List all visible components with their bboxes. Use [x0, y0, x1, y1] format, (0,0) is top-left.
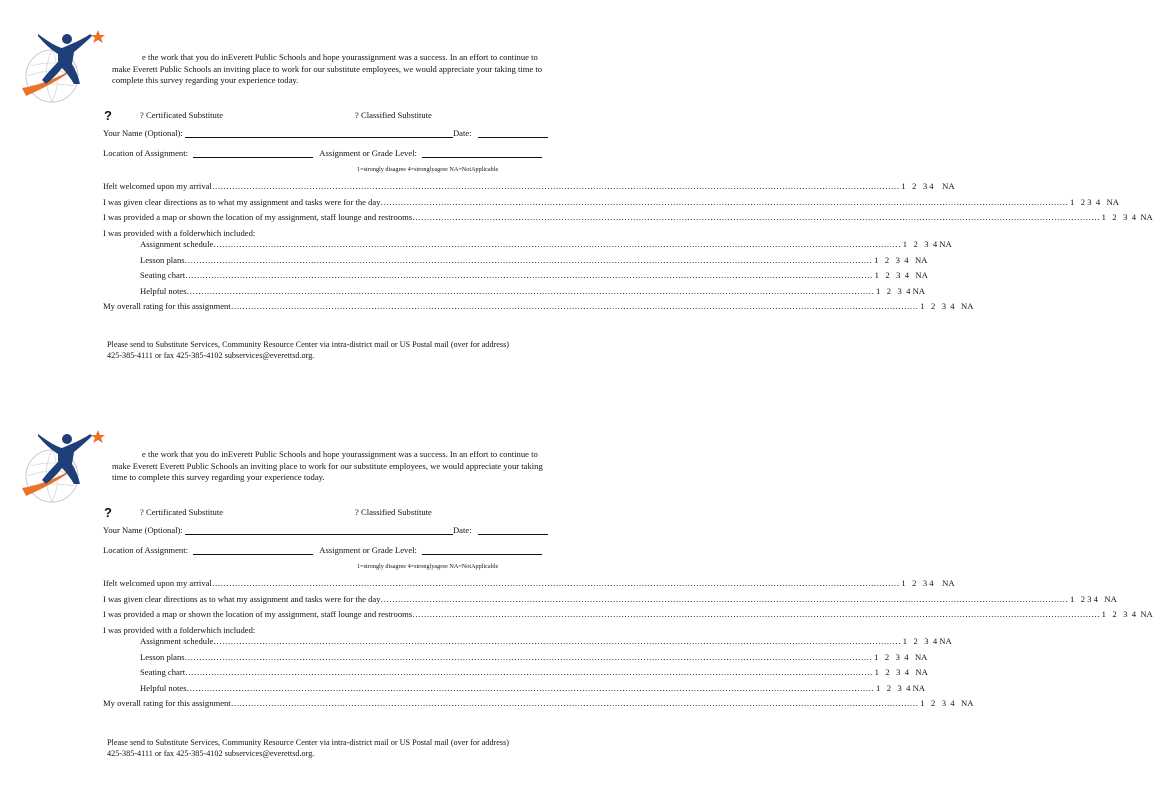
question-label: I was provided a map or shown the location of my assignment, staff lounge and restrooms	[103, 609, 413, 619]
dot-leader: ……………………………………………………………………………………………………………………………………………………………………………………………………………………	[185, 667, 873, 677]
grade-label: Assignment or Grade Level:	[319, 545, 417, 555]
rating-options[interactable]: 1 2 3 4 NA	[876, 682, 925, 693]
question-row	[140, 667, 928, 677]
question-row	[103, 301, 974, 311]
question-label: Assignment schedule	[140, 239, 214, 249]
dot-leader: ……………………………………………………………………………………………………………………………………………………………………………………………………………………	[412, 212, 1100, 222]
dot-leader: ……………………………………………………………………………………………………………………………………………………………………………………………………………………	[213, 239, 901, 249]
question-label: I was provided a map or shown the location of my assignment, staff lounge and restrooms	[103, 212, 413, 222]
dot-leader: ……………………………………………………………………………………………………………………………………………………………………………………………………………………	[211, 181, 900, 191]
grade-field[interactable]	[422, 545, 542, 555]
rating-options[interactable]: 1 2 3 4 NA	[1070, 196, 1119, 207]
option-classified[interactable]: ? Classified Substitute	[355, 110, 432, 120]
option-certificated[interactable]: ? Certificated Substitute	[140, 507, 224, 517]
footer-line-2: 425-385-4111 or fax 425-385-4102 subservices@everettsd.org.	[107, 350, 315, 360]
question-label: Lesson plans	[140, 651, 185, 662]
question-label: Lesson plans	[140, 254, 185, 265]
question-label: Helpful notes	[140, 682, 187, 693]
question-row	[103, 578, 955, 588]
question-label: I was provided with a folderwhich included:	[103, 227, 256, 238]
date-label: Date:	[452, 128, 472, 138]
footer-line-1: Please send to Substitute Services, Community Resource Center via intra-district mail or US Postal mail (over for address)	[107, 738, 510, 747]
rating-options[interactable]: 1 2 3 4 NA	[920, 698, 974, 708]
location-label: Location of Assignment:	[103, 148, 188, 158]
rating-options[interactable]: 1 2 3 4 NA	[874, 651, 928, 662]
date-field[interactable]	[478, 525, 548, 535]
question-row	[140, 651, 928, 662]
dot-leader: ……………………………………………………………………………………………………………………………………………………………………………………………………………………	[213, 636, 901, 646]
location-label: Location of Assignment:	[103, 545, 188, 555]
question-row	[140, 239, 952, 249]
question-label: I was given clear directions as to what my assignment and tasks were for the day	[103, 593, 381, 604]
dot-leader: ……………………………………………………………………………………………………………………………………………………………………………………………………………………	[412, 609, 1100, 619]
location-field[interactable]	[193, 545, 313, 555]
rating-options[interactable]: 1 2 3 4 NA	[1101, 609, 1153, 619]
dot-leader: ……………………………………………………………………………………………………………………………………………………………………………………………………………………	[186, 285, 875, 296]
rating-options[interactable]: 1 2 3 4 NA	[874, 667, 928, 677]
question-row	[103, 181, 955, 191]
rating-options[interactable]: 1 2 3 4 NA	[901, 578, 955, 588]
date-field[interactable]	[478, 128, 548, 138]
question-label: Ifelt welcomed upon my arrival	[103, 181, 212, 191]
rating-options[interactable]: 1 2 3 4 NA	[901, 181, 955, 191]
footer-instructions	[107, 738, 567, 759]
checkbox-icon[interactable]: ?	[104, 505, 112, 520]
rating-options[interactable]: 1 2 3 4 NA	[874, 254, 928, 265]
survey-form	[0, 400, 1153, 800]
grade-field[interactable]	[422, 148, 542, 158]
logo-icon	[18, 426, 106, 508]
name-field[interactable]	[185, 525, 453, 535]
footer-instructions	[107, 340, 567, 361]
question-row	[103, 609, 1153, 619]
question-label: Seating chart	[140, 270, 186, 280]
option-certificated[interactable]: ? Certificated Substitute	[140, 110, 224, 120]
dot-leader: ……………………………………………………………………………………………………………………………………………………………………………………………………………………	[211, 578, 900, 588]
question-label: I was provided with a folderwhich included:	[103, 624, 256, 635]
question-row	[103, 212, 1153, 222]
rating-scale-legend: 1=strongly disagree 4=stronglyagree NA=NotApplicable	[357, 166, 499, 173]
name-label: Your Name (Optional):	[103, 128, 183, 138]
question-row	[140, 270, 928, 280]
checkbox-icon[interactable]: ?	[104, 108, 112, 123]
rating-options[interactable]: 1 2 3 4 NA	[902, 636, 952, 646]
date-label: Date:	[452, 525, 472, 535]
question-row	[103, 698, 974, 708]
footer-line-1: Please send to Substitute Services, Community Resource Center via intra-district mail or US Postal mail (over for address)	[107, 340, 510, 349]
rating-options[interactable]: 1 2 3 4 NA	[876, 285, 925, 296]
intro-paragraph: e the work that you do inEverett Public Schools and hope yourassignment was a success. In an effort to continue to make Everett Public Schools an inviting place to work for our substitute employees, we would appreciate your taking time to complete this survey regarding your experience today.	[112, 52, 543, 85]
dot-leader: ……………………………………………………………………………………………………………………………………………………………………………………………………………………	[230, 698, 919, 708]
question-row	[103, 593, 1117, 604]
option-classified[interactable]: ? Classified Substitute	[355, 507, 432, 517]
question-label: Helpful notes	[140, 285, 187, 296]
dot-leader: ……………………………………………………………………………………………………………………………………………………………………………………………………………………	[380, 593, 1069, 604]
question-label: Assignment schedule	[140, 636, 214, 646]
question-row	[140, 285, 925, 296]
rating-options[interactable]: 1 2 3 4 NA	[920, 301, 974, 311]
rating-options[interactable]: 1 2 3 4 NA	[1101, 212, 1153, 222]
rating-scale-legend: 1=strongly disagree 4=stronglyagree NA=NotApplicable	[357, 563, 499, 570]
question-label: Ifelt welcomed upon my arrival	[103, 578, 212, 588]
question-row	[103, 196, 1119, 207]
question-row	[140, 636, 952, 646]
footer-line-2: 425-385-4111 or fax 425-385-4102 subservices@everettsd.org.	[107, 748, 315, 758]
question-row	[140, 254, 928, 265]
question-header	[103, 625, 403, 635]
question-label: My overall rating for this assignment	[103, 301, 231, 311]
grade-label: Assignment or Grade Level:	[319, 148, 417, 158]
question-row	[140, 682, 925, 693]
rating-options[interactable]: 1 2 3 4 NA	[902, 239, 952, 249]
dot-leader: ……………………………………………………………………………………………………………………………………………………………………………………………………………………	[380, 196, 1069, 207]
question-label: I was given clear directions as to what my assignment and tasks were for the day	[103, 196, 381, 207]
dot-leader: ……………………………………………………………………………………………………………………………………………………………………………………………………………………	[230, 301, 919, 311]
rating-options[interactable]: 1 2 3 4 NA	[874, 270, 928, 280]
dot-leader: ……………………………………………………………………………………………………………………………………………………………………………………………………………………	[184, 651, 873, 662]
question-header	[103, 228, 403, 238]
logo-icon	[18, 26, 106, 108]
intro-paragraph: e the work that you do inEverett Public Schools and hope yourassignment was a success. In an effort to continue to make Everett Everett Public Schools an inviting place to work for our substitute employees, we would appreciate your taking time to complete this survey regarding your experience today.	[112, 449, 543, 482]
name-field[interactable]	[185, 128, 453, 138]
location-field[interactable]	[193, 148, 313, 158]
rating-options[interactable]: 1 2 3 4 NA	[1070, 593, 1117, 604]
dot-leader: ……………………………………………………………………………………………………………………………………………………………………………………………………………………	[185, 270, 873, 280]
name-label: Your Name (Optional):	[103, 525, 183, 535]
question-label: My overall rating for this assignment	[103, 698, 231, 708]
dot-leader: ……………………………………………………………………………………………………………………………………………………………………………………………………………………	[186, 682, 875, 693]
question-label: Seating chart	[140, 667, 186, 677]
dot-leader: ……………………………………………………………………………………………………………………………………………………………………………………………………………………	[184, 254, 873, 265]
